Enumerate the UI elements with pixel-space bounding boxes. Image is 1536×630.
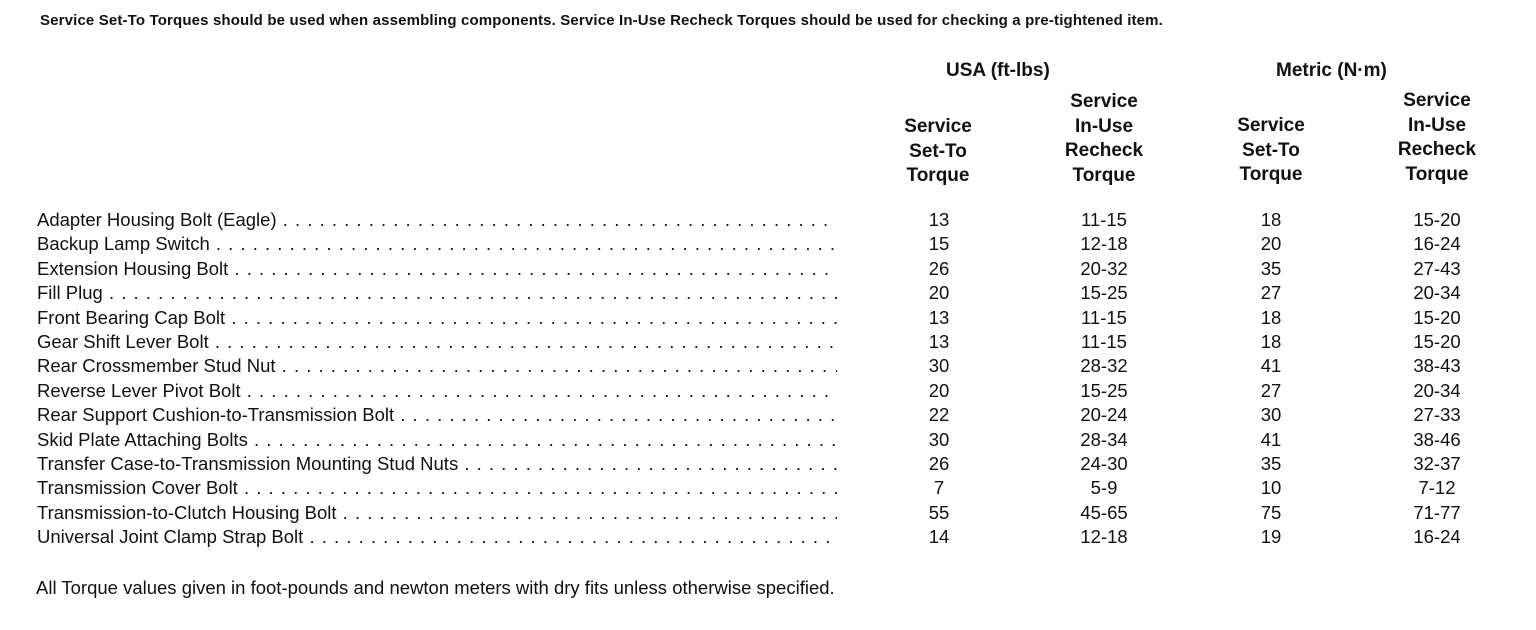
component-name: Fill Plug . . . <box>37 281 837 305</box>
usa-set-to-value: 13 <box>928 330 950 352</box>
intro-text: Service Set-To Torques should be used when assembling components. Service In-Use Recheck Torques should be used for checking a pre-tightened item. <box>40 12 1163 29</box>
col-header-metric-set-to <box>1201 114 1341 188</box>
component-name: Transmission-to-Clutch Housing Bolt . . . <box>37 501 837 525</box>
table-row <box>0 452 1536 476</box>
table-row <box>0 330 1536 354</box>
component-name: Extension Housing Bolt . . . <box>37 257 837 281</box>
table-row <box>0 501 1536 525</box>
torque-table-rows <box>0 208 1536 549</box>
group-header-usa: USA (ft-lbs) <box>946 60 1050 81</box>
col-header-line: Set-To <box>909 140 967 162</box>
metric-set-to-value: 18 <box>1260 306 1282 328</box>
metric-recheck-value: 16-24 <box>1413 233 1461 255</box>
usa-recheck-value: 15-25 <box>1080 379 1128 401</box>
footer-note: All Torque values given in foot-pounds and newton meters with dry fits unless otherwise specified. <box>36 577 835 598</box>
component-name: Rear Crossmember Stud Nut . . . <box>37 354 837 378</box>
metric-recheck-value: 27-43 <box>1413 257 1461 279</box>
metric-recheck-value: 71-77 <box>1413 501 1461 523</box>
table-row <box>0 232 1536 256</box>
component-name: Transmission Cover Bolt . . . <box>37 476 837 500</box>
component-name: Universal Joint Clamp Strap Bolt . . . <box>37 525 837 549</box>
metric-set-to-value: 27 <box>1260 379 1282 401</box>
usa-set-to-value: 7 <box>933 477 945 499</box>
col-header-usa-set-to <box>868 115 1008 189</box>
metric-set-to-value: 30 <box>1260 404 1282 426</box>
col-header-line: Recheck <box>1064 140 1144 161</box>
usa-set-to-value: 20 <box>928 282 950 304</box>
col-header-line: Service <box>1237 115 1305 136</box>
component-name: Backup Lamp Switch . . . <box>37 232 837 256</box>
usa-recheck-value: 24-30 <box>1080 452 1128 474</box>
col-header-line: Torque <box>1239 164 1303 185</box>
metric-set-to-value: 19 <box>1260 526 1282 548</box>
usa-set-to-value: 13 <box>928 306 950 328</box>
metric-recheck-value: 27-33 <box>1413 404 1461 426</box>
usa-recheck-value: 20-32 <box>1080 257 1128 279</box>
metric-recheck-value: 7-12 <box>1418 477 1456 499</box>
usa-recheck-value: 11-15 <box>1081 330 1127 352</box>
col-header-usa-recheck <box>1034 90 1174 188</box>
col-header-line: Service <box>1403 90 1471 111</box>
component-name: Front Bearing Cap Bolt . . . <box>37 306 837 330</box>
metric-set-to-value: 35 <box>1260 257 1282 279</box>
col-header-line: Recheck <box>1397 139 1477 160</box>
metric-set-to-value: 20 <box>1260 233 1282 255</box>
col-header-line: In-Use <box>1407 114 1467 136</box>
usa-set-to-value: 13 <box>928 209 950 230</box>
col-header-metric-recheck <box>1367 89 1507 187</box>
usa-set-to-value: 26 <box>928 452 950 474</box>
table-row <box>0 379 1536 403</box>
usa-recheck-value: 11-15 <box>1081 306 1127 328</box>
col-header-line: Torque <box>1405 163 1469 185</box>
component-name: Gear Shift Lever Bolt . . . <box>37 330 837 354</box>
metric-recheck-value: 15-20 <box>1413 330 1461 352</box>
usa-recheck-value: 12-18 <box>1080 233 1128 255</box>
metric-set-to-value: 18 <box>1260 330 1282 352</box>
metric-recheck-value: 15-20 <box>1413 209 1461 230</box>
usa-recheck-value: 12-18 <box>1080 526 1128 548</box>
usa-set-to-value: 55 <box>928 501 950 523</box>
usa-recheck-value: 20-24 <box>1080 404 1128 426</box>
metric-recheck-value: 20-34 <box>1413 379 1461 401</box>
metric-recheck-value: 16-24 <box>1413 526 1461 548</box>
table-row <box>0 281 1536 305</box>
usa-recheck-value: 5-9 <box>1090 477 1118 499</box>
usa-set-to-value: 30 <box>928 355 950 377</box>
table-row <box>0 428 1536 452</box>
table-row <box>0 525 1536 549</box>
component-name: Transfer Case-to-Transmission Mounting Stud Nuts . . . <box>37 452 837 476</box>
usa-recheck-value: 11-15 <box>1081 209 1127 230</box>
component-name: Adapter Housing Bolt (Eagle) . . . <box>37 208 837 232</box>
usa-set-to-value: 20 <box>928 379 950 401</box>
table-row <box>0 257 1536 281</box>
col-header-line: Service <box>904 116 972 137</box>
metric-set-to-value: 75 <box>1260 501 1282 523</box>
metric-set-to-value: 18 <box>1260 209 1282 230</box>
table-row <box>0 476 1536 500</box>
usa-recheck-value: 45-65 <box>1080 501 1128 523</box>
metric-recheck-value: 20-34 <box>1413 282 1461 304</box>
table-row <box>0 208 1536 232</box>
usa-set-to-value: 30 <box>928 428 950 450</box>
usa-set-to-value: 22 <box>928 404 950 426</box>
col-header-line: Set-To <box>1242 139 1300 161</box>
col-header-line: Torque <box>1072 164 1136 186</box>
metric-set-to-value: 35 <box>1260 452 1282 474</box>
usa-recheck-value: 28-32 <box>1080 355 1128 377</box>
usa-set-to-value: 14 <box>928 526 950 548</box>
table-row <box>0 306 1536 330</box>
component-name: Rear Support Cushion-to-Transmission Bolt . . . <box>37 403 837 427</box>
metric-set-to-value: 10 <box>1260 477 1282 499</box>
metric-recheck-value: 32-37 <box>1413 452 1461 474</box>
usa-recheck-value: 28-34 <box>1080 428 1128 450</box>
usa-set-to-value: 15 <box>928 233 950 255</box>
table-row <box>0 354 1536 378</box>
col-header-line: Service <box>1070 91 1138 112</box>
table-row <box>0 403 1536 427</box>
col-header-line: In-Use <box>1074 115 1134 137</box>
metric-recheck-value: 38-43 <box>1413 355 1461 377</box>
component-name: Skid Plate Attaching Bolts . . . <box>37 428 837 452</box>
metric-recheck-value: 38-46 <box>1413 428 1461 450</box>
metric-set-to-value: 41 <box>1260 355 1282 377</box>
component-name: Reverse Lever Pivot Bolt . . . <box>37 379 837 403</box>
metric-set-to-value: 27 <box>1260 282 1282 304</box>
usa-recheck-value: 15-25 <box>1080 282 1128 304</box>
usa-set-to-value: 26 <box>928 257 950 279</box>
col-header-line: Torque <box>906 165 970 186</box>
group-header-metric: Metric (N·m) <box>1276 60 1387 81</box>
metric-set-to-value: 41 <box>1260 428 1282 450</box>
metric-recheck-value: 15-20 <box>1413 306 1461 328</box>
